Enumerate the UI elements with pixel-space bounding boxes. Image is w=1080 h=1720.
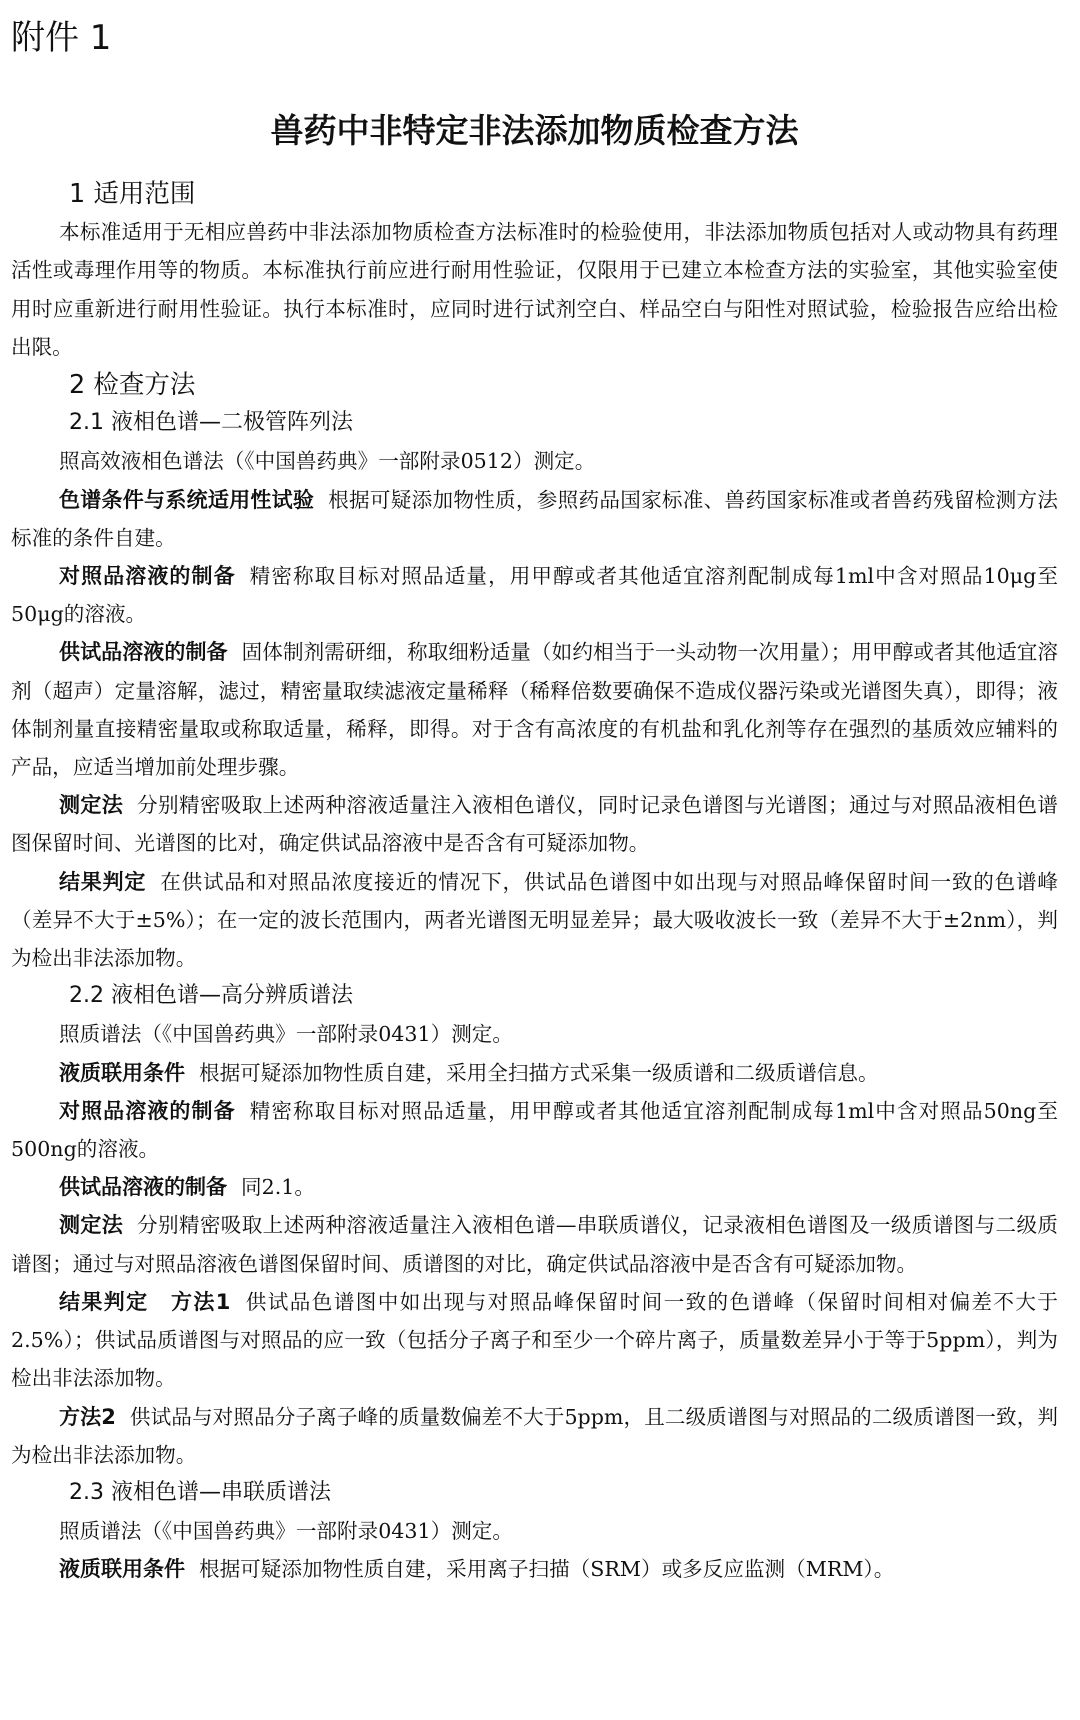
term-text: 固体制剂需研细，称取细粉适量（如约相当于一头动物一次用量）；用甲醇或者其他适宜溶剂（超声）定量溶解，滤过，精密量取续滤液定量稀释（稀释倍数要确保不造成仪器污染或光谱图失真），即得；液体制剂量直接精密量取或称取适量，稀释，即得。对于含有高浓度的有机盐和乳化剂等存在强烈的基质效应辅料的产品，应适当增加前处理步骤。 — [11, 640, 1058, 780]
term-label: 对照品溶液的制备 — [59, 564, 236, 589]
term-text: 根据可疑添加物性质自建，采用全扫描方式采集一级质谱和二级质谱信息。 — [199, 1060, 879, 1085]
section-2-1-test-solution — [11, 633, 1058, 786]
term-text: 同2.1。 — [241, 1175, 315, 1200]
section-2-2-test-solution — [11, 1168, 1058, 1206]
section-2-3-heading: 2.3 液相色谱—串联质谱法 — [69, 1479, 331, 1505]
section-2-1-reference-solution — [11, 557, 1058, 633]
section-2-1-result-criteria — [11, 863, 1058, 978]
section-2-2-lcms-conditions — [11, 1054, 1058, 1092]
term-text: 供试品色谱图中如出现与对照品峰保留时间一致的色谱峰（保留时间相对偏差不大于2.5%）；供试品质谱图与对照品的应一致（包括分子离子和至少一个碎片离子，质量数差异小于等于5ppm），判为检出非法添加物。 — [11, 1289, 1058, 1391]
term-label: 方法2 — [59, 1404, 116, 1429]
term-label: 结果判定 — [59, 869, 147, 894]
section-2-2-result-method-1 — [11, 1283, 1058, 1398]
section-2-3-lcms-conditions — [11, 1550, 1058, 1588]
term-label: 色谱条件与系统适用性试验 — [59, 487, 315, 512]
section-2-1-intro: 照高效液相色谱法（《中国兽药典》一部附录0512）测定。 — [59, 449, 596, 474]
term-text: 供试品与对照品分子离子峰的质量数偏差不大于5ppm，且二级质谱图与对照品的二级质谱图一致，判为检出非法添加物。 — [11, 1404, 1058, 1467]
term-text: 根据可疑添加物性质自建，采用离子扫描（SRM）或多反应监测（MRM）。 — [199, 1557, 895, 1582]
document-body — [11, 175, 1058, 1589]
section-1-heading: 1 适用范围 — [69, 179, 196, 209]
section-2-1-chromatographic-conditions — [11, 481, 1058, 557]
document-title: 兽药中非特定非法添加物质检查方法 — [270, 111, 799, 150]
term-text: 精密称取目标对照品适量，用甲醇或者其他适宜溶剂配制成每1ml中含对照品50ng至500ng的溶液。 — [11, 1098, 1058, 1162]
term-text: 分别精密吸取上述两种溶液适量注入液相色谱—串联质谱仪，记录液相色谱图及一级质谱图与二级质谱图；通过与对照品溶液色谱图保留时间、质谱图的对比，确定供试品溶液中是否含有可疑添加物。 — [11, 1213, 1059, 1276]
term-label: 结果判定 方法1 — [59, 1289, 231, 1314]
section-2-2-reference-solution — [11, 1092, 1058, 1168]
section-2-2-procedure — [11, 1206, 1058, 1282]
section-2-2-intro: 照质谱法（《中国兽药典》一部附录0431）测定。 — [59, 1022, 513, 1047]
term-label: 液质联用条件 — [59, 1557, 185, 1582]
section-2-2-heading: 2.2 液相色谱—高分辨质谱法 — [69, 983, 353, 1009]
term-text: 精密称取目标对照品适量，用甲醇或者其他适宜溶剂配制成每1ml中含对照品10μg至50μg的溶液。 — [11, 564, 1058, 627]
term-label: 供试品溶液的制备 — [59, 640, 228, 665]
section-2-heading: 2 检查方法 — [69, 370, 196, 401]
term-label: 测定法 — [59, 793, 124, 818]
term-label: 液质联用条件 — [59, 1060, 185, 1085]
term-text: 根据可疑添加物性质，参照药品国家标准、兽药国家标准或者兽药残留检测方法标准的条件自建。 — [11, 487, 1058, 550]
section-2-2-result-method-2 — [11, 1398, 1058, 1474]
section-2-1-procedure — [11, 786, 1058, 862]
term-label: 测定法 — [59, 1213, 124, 1238]
term-label: 供试品溶液的制备 — [59, 1175, 227, 1200]
term-label: 对照品溶液的制备 — [59, 1098, 236, 1123]
section-2-1-heading: 2.1 液相色谱—二极管阵列法 — [69, 410, 353, 436]
term-text: 分别精密吸取上述两种溶液适量注入液相色谱仪，同时记录色谱图与光谱图；通过与对照品液相色谱图保留时间、光谱图的比对，确定供试品溶液中是否含有可疑添加物。 — [11, 793, 1059, 856]
term-text: 在供试品和对照品浓度接近的情况下，供试品色谱图中如出现与对照品峰保留时间一致的色谱峰（差异不大于±5%）；在一定的波长范围内，两者光谱图无明显差异；最大吸收波长一致（差异不大于±2nm），判为检出非法添加物。 — [11, 869, 1059, 971]
section-1-paragraph: 本标准适用于无相应兽药中非法添加物质检查方法标准时的检验使用，非法添加物质包括对人或动物具有药理活性或毒理作用等的物质。本标准执行前应进行耐用性验证，仅限用于已建立本检查方法的实验室，其他实验室使用时应重新进行耐用性验证。执行本标准时，应同时进行试剂空白、样品空白与阳性对照试验，检验报告应给出检出限。 — [11, 220, 1058, 359]
attachment-label: 附件 1 — [11, 18, 112, 58]
section-2-3-intro: 照质谱法（《中国兽药典》一部附录0431）测定。 — [59, 1519, 513, 1544]
